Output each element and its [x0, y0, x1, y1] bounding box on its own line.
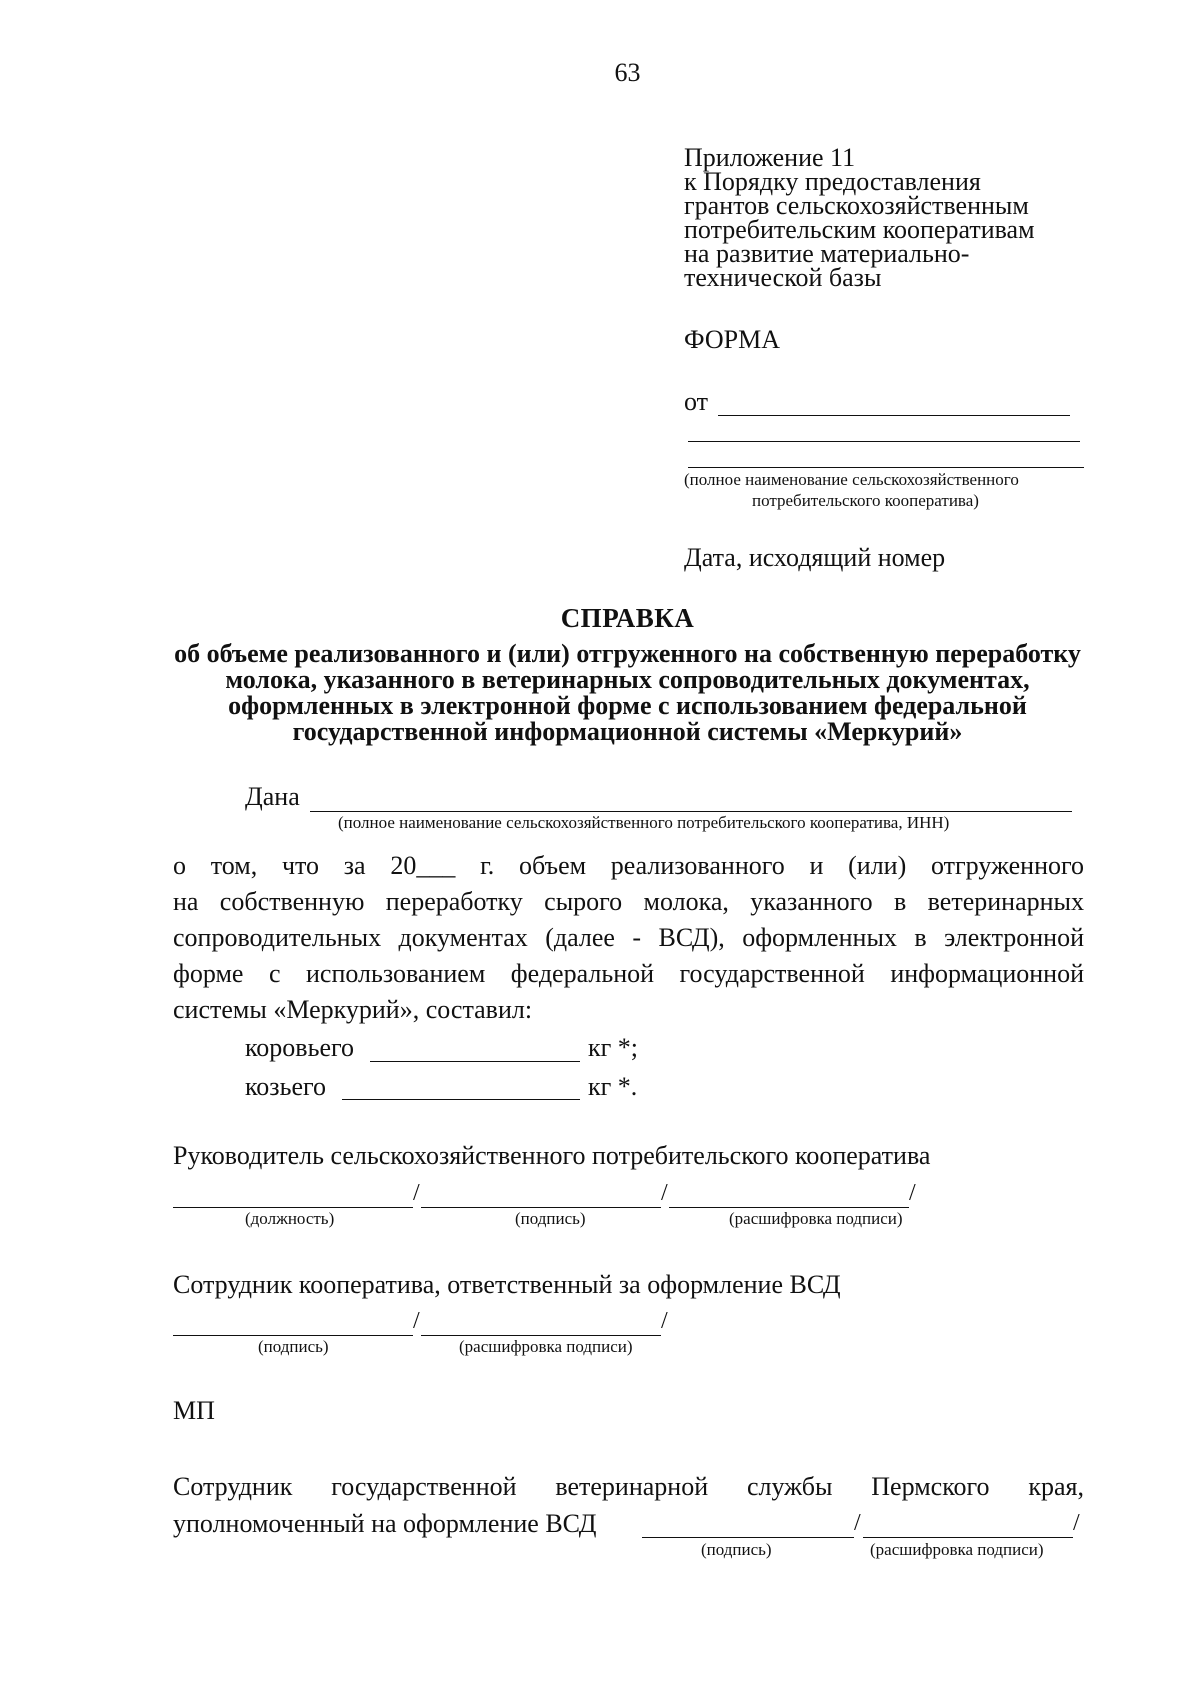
separator-slash: / — [661, 1180, 668, 1206]
vet-service-title-line-1: Сотрудник государственной ветеринарной службы Пермского края, — [173, 1472, 1084, 1501]
head-decoding-line[interactable] — [669, 1207, 909, 1208]
cow-milk-amount-line[interactable] — [370, 1061, 580, 1062]
head-position-line[interactable] — [173, 1207, 413, 1208]
vet-signature-line[interactable] — [642, 1537, 854, 1538]
page-number: 63 — [614, 58, 641, 87]
head-signature-caption: (подпись) — [515, 1209, 586, 1228]
given-caption: (полное наименование сельскохозяйственного потребительского кооператива, ИНН) — [338, 813, 950, 832]
employee-decoding-line[interactable] — [421, 1335, 661, 1336]
employee-decoding-caption: (расшифровка подписи) — [459, 1337, 633, 1356]
from-caption-line-2: потребительского кооператива) — [752, 491, 979, 510]
employee-signature-line[interactable] — [173, 1335, 413, 1336]
appendix-line: технической базы — [684, 263, 882, 292]
separator-slash: / — [413, 1308, 420, 1334]
body-line: сопроводительных документах (далее - ВСД), оформленных в электронной — [173, 923, 1084, 952]
from-blank-line-1[interactable] — [718, 415, 1070, 416]
goat-milk-label: козьего — [245, 1072, 326, 1101]
appendix-line: Приложение 11 — [684, 143, 856, 172]
vet-service-title-line-2: уполномоченный на оформление ВСД — [173, 1509, 597, 1538]
separator-slash: / — [413, 1180, 420, 1206]
stamp-place-label: МП — [173, 1396, 215, 1425]
vet-decoding-line[interactable] — [863, 1537, 1073, 1538]
document-title: СПРАВКА — [560, 603, 695, 633]
body-line: о том, что за 20___ г. объем реализованного и (или) отгруженного — [173, 851, 1084, 880]
separator-slash: / — [854, 1510, 861, 1536]
separator-slash: / — [1073, 1510, 1080, 1536]
separator-slash: / — [909, 1180, 916, 1206]
given-blank-line[interactable] — [310, 811, 1072, 812]
form-label: ФОРМА — [684, 325, 780, 354]
appendix-line: на развитие материально- — [684, 239, 970, 268]
cow-milk-unit: кг *; — [588, 1033, 639, 1062]
body-paragraph — [173, 848, 1084, 1028]
goat-milk-amount-line[interactable] — [342, 1099, 580, 1100]
goat-milk-unit: кг *. — [588, 1072, 638, 1101]
employee-signature-title: Сотрудник кооператива, ответственный за оформление ВСД — [173, 1270, 841, 1299]
appendix-line: потребительским кооперативам — [684, 215, 1035, 244]
body-line: на собственную переработку сырого молока, указанного в ветеринарных — [173, 887, 1084, 916]
from-blank-line-2[interactable] — [688, 441, 1080, 442]
appendix-header — [684, 143, 1035, 292]
given-label: Дана — [245, 782, 300, 811]
document-subtitle: об объеме реализованного и (или) отгруженного на собственную переработку молока, указанного в ветеринарных сопроводительных документах, оформленных в электронной форме с использованием федеральной государственной информационной системы «Меркурий» — [174, 639, 1081, 746]
employee-signature-caption: (подпись) — [258, 1337, 329, 1356]
from-caption-line-1: (полное наименование сельскохозяйственного — [684, 470, 1019, 489]
vet-decoding-caption: (расшифровка подписи) — [870, 1540, 1044, 1559]
body-line: системы «Меркурий», составил: — [173, 995, 533, 1024]
head-decoding-caption: (расшифровка подписи) — [729, 1209, 903, 1228]
appendix-line: грантов сельскохозяйственным — [684, 191, 1029, 220]
from-blank-line-3[interactable] — [688, 467, 1084, 468]
from-label: от — [684, 387, 709, 416]
head-signature-title: Руководитель сельскохозяйственного потребительского кооператива — [173, 1141, 931, 1170]
vet-signature-caption: (подпись) — [701, 1540, 772, 1559]
separator-slash: / — [661, 1308, 668, 1334]
date-outgoing-number-label: Дата, исходящий номер — [684, 543, 946, 572]
appendix-line: к Порядку предоставления — [684, 167, 981, 196]
cow-milk-label: коровьего — [245, 1033, 355, 1062]
head-signature-line[interactable] — [421, 1207, 661, 1208]
head-position-caption: (должность) — [245, 1209, 335, 1228]
body-line: форме с использованием федеральной государственной информационной — [173, 959, 1084, 988]
